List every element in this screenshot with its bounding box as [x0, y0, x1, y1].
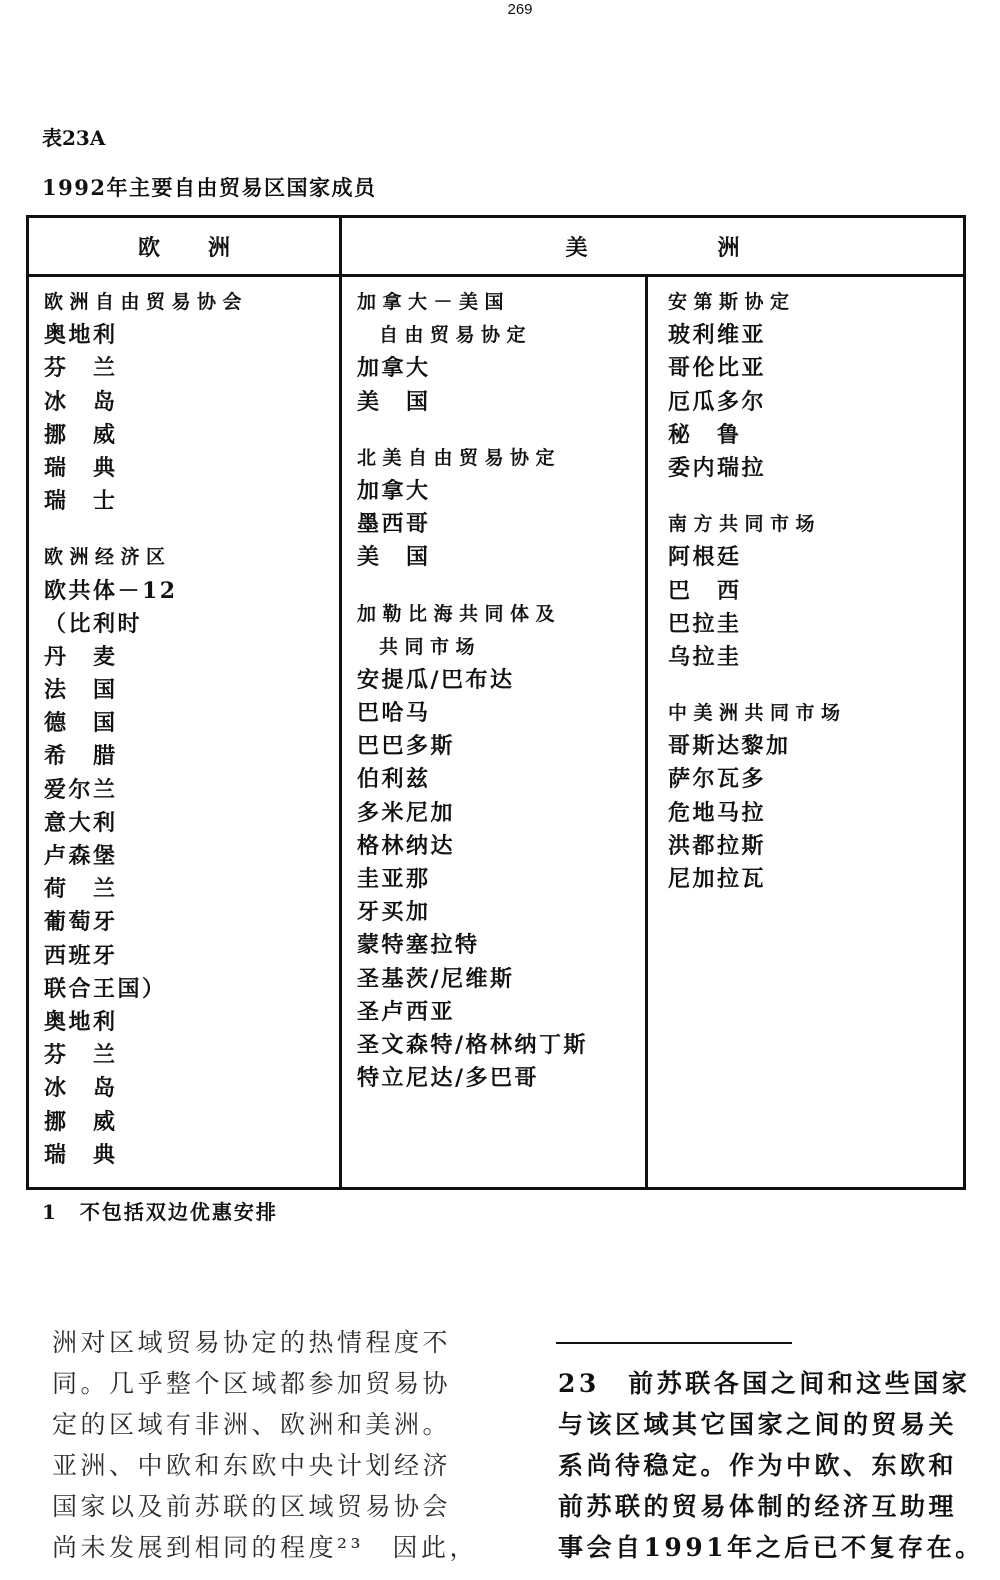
- member-country: 委内瑞拉: [668, 454, 767, 481]
- footnote-rule: [556, 1342, 792, 1344]
- member-group: [668, 286, 958, 485]
- body-text-line: 亚洲、中欧和东欧中央计划经济: [52, 1451, 452, 1480]
- member-country: 美 国: [357, 388, 431, 415]
- member-group: [357, 598, 641, 1096]
- member-country: 墨西哥: [357, 511, 431, 538]
- member-country: 格林纳达: [357, 832, 456, 859]
- member-country: 联合王国）: [44, 975, 167, 1002]
- group-title: 南方共同市场: [668, 513, 822, 536]
- member-country: 挪 威: [44, 1108, 118, 1135]
- member-country: 美 国: [357, 544, 431, 571]
- header-divider: [29, 274, 963, 277]
- member-group: [668, 508, 958, 674]
- group-title: 加拿大－美国: [357, 291, 511, 313]
- group-title: 欧洲自由贸易协会: [44, 291, 249, 313]
- member-country: 加拿大: [357, 355, 431, 382]
- member-country: 欧共体－12: [44, 577, 178, 604]
- member-country: 法 国: [44, 677, 118, 704]
- member-country: 西班牙: [44, 942, 118, 969]
- member-country: 蒙特塞拉特: [357, 932, 480, 959]
- member-table: [26, 215, 966, 1190]
- body-text-line: 尚未发展到相同的程度²³ 因此，: [52, 1533, 479, 1562]
- member-group: [357, 286, 641, 419]
- member-country: 丹 麦: [44, 643, 118, 670]
- member-country: 乌拉圭: [668, 643, 742, 670]
- member-country: 奥地利: [44, 322, 118, 349]
- group-title: 加勒比海共同体及: [357, 602, 562, 625]
- member-country: 奥地利: [44, 1008, 118, 1035]
- member-country: 巴拉圭: [668, 610, 742, 637]
- table-label: 表23A: [42, 126, 106, 150]
- table-column-americas-2: [668, 286, 958, 896]
- member-country: 意大利: [44, 809, 118, 836]
- header-americas-label: 美 洲: [565, 234, 794, 261]
- member-country: 秘 鲁: [668, 421, 742, 448]
- table-header-europe: [29, 218, 339, 274]
- member-country: 冰 岛: [44, 1075, 118, 1102]
- member-country: 芬 兰: [44, 1042, 118, 1069]
- member-country: 加拿大: [357, 477, 431, 504]
- member-country: 伯利兹: [357, 766, 431, 793]
- member-country: 瑞 士: [44, 488, 118, 515]
- member-country: 芬 兰: [44, 355, 118, 382]
- group-title: 安第斯协定: [668, 291, 796, 313]
- member-country: 安提瓜/巴布达: [357, 666, 515, 693]
- body-text-line: 国家以及前苏联的区域贸易协会: [52, 1492, 452, 1521]
- member-country: 巴巴多斯: [357, 733, 456, 760]
- header-europe-label: 欧 洲: [137, 234, 243, 261]
- member-country: 哥斯达黎加: [668, 733, 791, 760]
- body-text-line: 定的区域有非洲、欧洲和美洲。: [52, 1410, 452, 1439]
- member-country: 牙买加: [357, 899, 431, 926]
- footnote-line: 前苏联的贸易体制的经济互助理: [558, 1492, 958, 1521]
- member-country: 多米尼加: [357, 799, 456, 826]
- member-country: 哥伦比亚: [668, 355, 767, 382]
- member-country: 尼加拉瓦: [668, 866, 767, 892]
- member-country: 挪 威: [44, 421, 118, 448]
- member-group: [357, 442, 641, 575]
- member-country: 巴哈马: [357, 700, 431, 727]
- group-title: 共同市场: [379, 635, 482, 658]
- footnote-line: 事会自1991年之后已不复存在。: [558, 1533, 984, 1562]
- table-footnote: 1 不包括双边优惠安排: [42, 1200, 278, 1224]
- member-country: 阿根廷: [668, 544, 742, 571]
- member-country: （比利时: [44, 610, 143, 637]
- footnote-text: [558, 1363, 990, 1568]
- member-country: 玻利维亚: [668, 322, 767, 349]
- member-country: 瑞 典: [44, 454, 118, 481]
- member-country: 特立尼达/多巴哥: [357, 1065, 540, 1092]
- footnote-line: 23 前苏联各国之间和这些国家: [558, 1369, 971, 1398]
- footnote-line: 与该区域其它国家之间的贸易关: [558, 1410, 958, 1439]
- page-number: 269: [507, 1, 533, 18]
- member-country: 巴 西: [668, 577, 742, 604]
- member-country: 厄瓜多尔: [668, 388, 767, 415]
- member-country: 德 国: [44, 710, 118, 737]
- member-country: 萨尔瓦多: [668, 766, 767, 793]
- member-country: 卢森堡: [44, 843, 118, 869]
- group-title: 自由贸易协定: [379, 324, 533, 347]
- member-country: 危地马拉: [668, 799, 767, 826]
- table-title: 1992年主要自由贸易区国家成员: [42, 175, 377, 200]
- member-country: 希 腊: [44, 743, 118, 770]
- member-group: [44, 541, 334, 1172]
- member-country: 荷 兰: [44, 876, 118, 903]
- member-country: 圣卢西亚: [357, 998, 456, 1025]
- member-country: 爱尔兰: [44, 776, 118, 803]
- body-text: [52, 1322, 492, 1568]
- member-country: 瑞 典: [44, 1141, 118, 1168]
- member-group: [668, 697, 958, 896]
- table-header-americas: [342, 218, 963, 274]
- column-divider: [645, 277, 648, 1187]
- group-title: 欧洲经济区: [44, 546, 172, 569]
- member-country: 圭亚那: [357, 866, 431, 892]
- member-group: [44, 286, 334, 518]
- member-country: 冰 岛: [44, 388, 118, 415]
- member-country: 圣基茨/尼维斯: [357, 965, 515, 992]
- footnote-line: 系尚待稳定。作为中欧、东欧和: [558, 1451, 958, 1480]
- table-column-americas-1: [357, 286, 641, 1095]
- group-title: 北美自由贸易协定: [357, 446, 562, 469]
- column-divider: [339, 218, 342, 1187]
- group-title: 中美洲共同市场: [668, 702, 847, 725]
- body-text-line: 同。几乎整个区域都参加贸易协: [52, 1369, 452, 1398]
- member-country: 圣文森特/格林纳丁斯: [357, 1031, 589, 1058]
- body-text-line: 洲对区域贸易协定的热情程度不: [52, 1328, 452, 1357]
- member-country: 葡萄牙: [44, 909, 118, 936]
- member-country: 洪都拉斯: [668, 832, 767, 859]
- table-column-europe: [44, 286, 334, 1172]
